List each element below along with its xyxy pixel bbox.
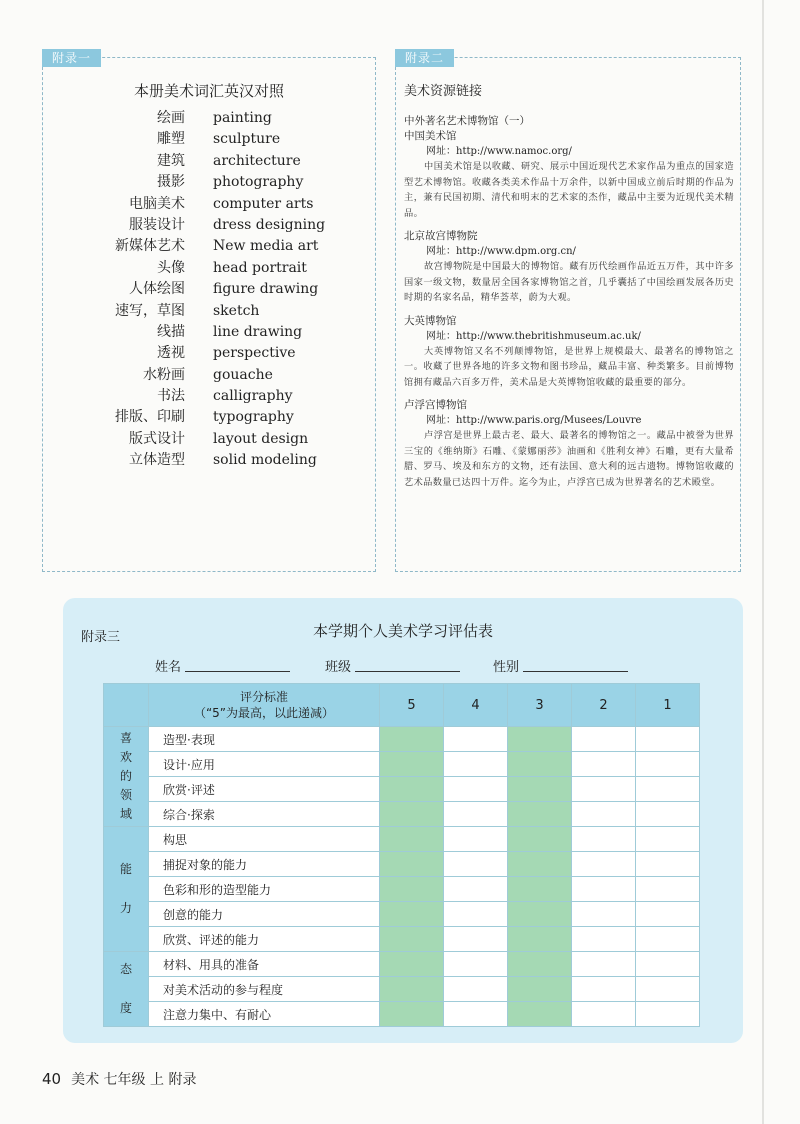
museum-name: 北京故宫博物院 bbox=[404, 230, 478, 242]
vocab-english: dress designing bbox=[213, 216, 326, 233]
museum-entry bbox=[404, 314, 734, 391]
score-cell[interactable] bbox=[508, 777, 572, 802]
category-char: 的 bbox=[119, 769, 132, 783]
table-row bbox=[104, 802, 700, 827]
page-footer bbox=[42, 1069, 196, 1089]
score-cell[interactable] bbox=[380, 727, 444, 752]
gender-field bbox=[493, 656, 628, 675]
category-char: 欢 bbox=[119, 750, 132, 764]
score-header: 3 bbox=[508, 684, 572, 727]
vocab-row bbox=[43, 151, 375, 172]
score-cell[interactable] bbox=[380, 927, 444, 952]
museum-description: 卢浮宫是世界上最古老、最大、最著名的博物馆之一。藏品中被誉为世界三宝的《维纳斯》石雕、《蒙娜丽莎》油画和《胜利女神》石雕，更有大量希腊、罗马、埃及和东方的文物，还有法国、意大利的远古遗物。博物馆收藏的艺术品数量已达四十万件。迄今为止，卢浮宫已成为世界著名的艺术殿堂。 bbox=[404, 430, 734, 488]
vocab-chinese: 版式设计 bbox=[129, 430, 185, 447]
vocab-list bbox=[43, 108, 375, 472]
score-cell[interactable] bbox=[508, 977, 572, 1002]
table-row bbox=[104, 727, 700, 752]
score-cell[interactable] bbox=[636, 752, 700, 777]
vocab-english: New media art bbox=[213, 238, 319, 255]
museum-description: 故宫博物院是中国最大的博物馆。藏有历代绘画作品近五万件，其中许多国家一级文物，数量居全国各家博物馆之首，几乎囊括了中国绘画发展各历史时期的名家名品，精华荟萃，蔚为大观。 bbox=[404, 261, 734, 303]
score-cell[interactable] bbox=[572, 877, 636, 902]
score-cell[interactable] bbox=[380, 777, 444, 802]
vocab-chinese: 雕塑 bbox=[157, 131, 185, 148]
score-cell[interactable] bbox=[572, 777, 636, 802]
score-cell[interactable] bbox=[444, 777, 508, 802]
vocab-english: architecture bbox=[213, 152, 301, 169]
vocab-english: sketch bbox=[213, 302, 260, 319]
score-cell[interactable] bbox=[508, 802, 572, 827]
criteria-header-line2: （“5”为最高，以此递减） bbox=[193, 706, 335, 720]
vocab-chinese: 头像 bbox=[157, 259, 185, 276]
museum-url[interactable]: 网址：http://www.dpm.org.cn/ bbox=[426, 246, 576, 257]
score-cell[interactable] bbox=[636, 852, 700, 877]
appendix2-tag: 附录二 bbox=[395, 49, 454, 67]
vocab-english: computer arts bbox=[213, 195, 314, 212]
vocab-english: gouache bbox=[213, 366, 273, 383]
score-cell[interactable] bbox=[444, 877, 508, 902]
vocab-chinese: 透视 bbox=[157, 345, 185, 362]
vocab-row bbox=[43, 429, 375, 450]
museum-entry bbox=[404, 129, 734, 221]
appendix3-tag: 附录三 bbox=[81, 630, 121, 645]
criterion-cell: 欣赏·评述 bbox=[149, 777, 380, 802]
score-cell[interactable] bbox=[508, 902, 572, 927]
score-cell[interactable] bbox=[508, 877, 572, 902]
vocab-row bbox=[43, 386, 375, 407]
appendix2-box bbox=[395, 51, 741, 572]
table-row bbox=[104, 852, 700, 877]
appendix3-title: 本学期个人美术学习评估表 bbox=[312, 622, 493, 640]
appendix1-box bbox=[42, 51, 376, 572]
score-cell[interactable] bbox=[636, 777, 700, 802]
museum-url[interactable]: 网址：http://www.paris.org/Musees/Louvre bbox=[426, 415, 642, 426]
name-label: 姓名 bbox=[155, 660, 182, 675]
score-header: 2 bbox=[572, 684, 636, 727]
score-cell[interactable] bbox=[380, 852, 444, 877]
score-cell[interactable] bbox=[636, 877, 700, 902]
criteria-header-line1: 评分标准 bbox=[239, 690, 288, 704]
museum-description: 大英博物馆又名不列颠博物馆，是世界上规模最大、最著名的博物馆之一。收藏了世界各地的许多文物和图书珍品，藏品丰富、种类繁多。目前博物馆拥有藏品六百多万件，美术品是大英博物馆收藏的最重要的部分。 bbox=[404, 345, 734, 388]
museum-url[interactable]: 网址：http://www.thebritishmuseum.ac.uk/ bbox=[426, 330, 641, 342]
score-header: 4 bbox=[444, 684, 508, 727]
score-cell[interactable] bbox=[636, 977, 700, 1002]
vocab-chinese: 排版、印刷 bbox=[115, 409, 185, 426]
vocab-row bbox=[43, 194, 375, 215]
corner-cell bbox=[104, 684, 149, 727]
score-cell[interactable] bbox=[444, 927, 508, 952]
appendix3-box bbox=[63, 598, 743, 1043]
vocab-english: figure drawing bbox=[213, 281, 319, 298]
criterion-cell: 材料、用具的准备 bbox=[149, 952, 380, 977]
table-row bbox=[104, 977, 700, 1002]
score-cell[interactable] bbox=[636, 952, 700, 977]
score-cell[interactable] bbox=[572, 802, 636, 827]
table-row bbox=[104, 777, 700, 802]
criterion-cell: 构思 bbox=[149, 827, 380, 852]
score-cell[interactable] bbox=[444, 752, 508, 777]
score-cell[interactable] bbox=[444, 802, 508, 827]
vocab-row bbox=[43, 301, 375, 322]
vocab-row bbox=[43, 407, 375, 428]
score-cell[interactable] bbox=[444, 727, 508, 752]
vocab-row bbox=[43, 343, 375, 364]
score-cell[interactable] bbox=[636, 827, 700, 852]
score-cell[interactable] bbox=[572, 852, 636, 877]
class-blank[interactable] bbox=[355, 659, 460, 672]
museum-url[interactable]: 网址：http://www.namoc.org/ bbox=[426, 146, 572, 157]
name-blank[interactable] bbox=[185, 659, 290, 672]
score-cell[interactable] bbox=[572, 752, 636, 777]
table-row bbox=[104, 877, 700, 902]
book-title: 美术 七年级 上 附录 bbox=[71, 1072, 197, 1088]
museum-list bbox=[404, 129, 734, 490]
score-cell[interactable] bbox=[380, 752, 444, 777]
score-cell[interactable] bbox=[380, 902, 444, 927]
vocab-row bbox=[43, 365, 375, 386]
vocab-row bbox=[43, 258, 375, 279]
criterion-cell: 欣赏、评述的能力 bbox=[149, 927, 380, 952]
score-cell[interactable] bbox=[572, 927, 636, 952]
vocab-chinese: 速写，草图 bbox=[115, 302, 185, 319]
category-cell bbox=[104, 952, 149, 1027]
criterion-cell: 创意的能力 bbox=[149, 902, 380, 927]
vocab-row bbox=[43, 172, 375, 193]
score-cell[interactable] bbox=[572, 977, 636, 1002]
score-cell[interactable] bbox=[572, 952, 636, 977]
score-cell[interactable] bbox=[444, 977, 508, 1002]
vocab-chinese: 服装设计 bbox=[129, 216, 185, 233]
score-cell[interactable] bbox=[636, 902, 700, 927]
vocab-english: photography bbox=[213, 174, 304, 191]
evaluation-table bbox=[103, 683, 700, 1027]
section-heading: 中外著名艺术博物馆（一） bbox=[404, 115, 530, 127]
score-cell[interactable] bbox=[508, 752, 572, 777]
museum-description: 中国美术馆是以收藏、研究、展示中国近现代艺术家作品为重点的国家造型艺术博物馆。收藏各类美术作品十万余件，以新中国成立前后时期的作品为主，兼有民国初期、清代和明末的艺术家的杰作，藏品中主要为近现代美术精品。 bbox=[404, 161, 734, 219]
score-cell[interactable] bbox=[444, 1002, 508, 1027]
museum-name: 卢浮宫博物馆 bbox=[404, 399, 467, 411]
score-cell[interactable] bbox=[444, 852, 508, 877]
criterion-cell: 色彩和形的造型能力 bbox=[149, 877, 380, 902]
museum-entry bbox=[404, 398, 734, 490]
score-cell[interactable] bbox=[636, 927, 700, 952]
gender-label: 性别 bbox=[493, 660, 520, 675]
vocab-chinese: 立体造型 bbox=[129, 452, 185, 469]
vocab-english: perspective bbox=[213, 345, 296, 362]
table-row bbox=[104, 927, 700, 952]
score-cell[interactable] bbox=[380, 827, 444, 852]
score-cell[interactable] bbox=[636, 802, 700, 827]
page-number: 40 bbox=[42, 1070, 62, 1088]
vocab-english: line drawing bbox=[213, 323, 303, 340]
score-cell[interactable] bbox=[572, 902, 636, 927]
score-cell[interactable] bbox=[508, 952, 572, 977]
vocab-chinese: 水粉画 bbox=[143, 366, 185, 383]
vocab-english: layout design bbox=[213, 430, 309, 447]
category-cell bbox=[104, 827, 149, 952]
vocab-english: solid modeling bbox=[213, 452, 317, 469]
table-row bbox=[104, 952, 700, 977]
vocab-row bbox=[43, 215, 375, 236]
vocab-row bbox=[43, 236, 375, 257]
score-header: 5 bbox=[380, 684, 444, 727]
vocab-english: calligraphy bbox=[213, 388, 293, 405]
vocab-chinese: 绘画 bbox=[157, 110, 185, 126]
score-cell[interactable] bbox=[380, 977, 444, 1002]
category-char: 域 bbox=[119, 807, 132, 821]
score-header: 1 bbox=[636, 684, 700, 727]
vocab-english: sculpture bbox=[213, 131, 281, 148]
museum-entry bbox=[404, 229, 734, 306]
vocab-english: typography bbox=[213, 409, 294, 426]
appendix2-title: 美术资源链接 bbox=[404, 84, 483, 99]
category-char: 力 bbox=[119, 901, 132, 915]
category-char: 喜 bbox=[119, 731, 132, 745]
score-cell[interactable] bbox=[572, 1002, 636, 1027]
vocab-english: head portrait bbox=[213, 259, 307, 276]
score-cell[interactable] bbox=[444, 952, 508, 977]
score-cell[interactable] bbox=[636, 727, 700, 752]
vocab-chinese: 电脑美术 bbox=[129, 195, 185, 212]
table-row bbox=[104, 752, 700, 777]
score-cell[interactable] bbox=[444, 827, 508, 852]
category-char: 度 bbox=[119, 1001, 132, 1015]
criterion-cell: 对美术活动的参与程度 bbox=[149, 977, 380, 1002]
vocab-chinese: 人体绘图 bbox=[129, 281, 185, 298]
vocab-row bbox=[43, 322, 375, 343]
vocab-row bbox=[43, 129, 375, 150]
score-cell[interactable] bbox=[508, 727, 572, 752]
score-cell[interactable] bbox=[508, 927, 572, 952]
score-cell[interactable] bbox=[380, 1002, 444, 1027]
criterion-cell: 综合·探索 bbox=[149, 802, 380, 827]
score-cell[interactable] bbox=[508, 852, 572, 877]
criteria-header bbox=[149, 684, 380, 727]
vocab-english: painting bbox=[213, 110, 272, 126]
score-cell[interactable] bbox=[572, 727, 636, 752]
category-char: 态 bbox=[119, 962, 132, 976]
name-field bbox=[155, 656, 290, 675]
museum-name: 中国美术馆 bbox=[404, 130, 457, 142]
score-cell[interactable] bbox=[636, 1002, 700, 1027]
score-cell[interactable] bbox=[572, 827, 636, 852]
class-field bbox=[325, 656, 460, 675]
table-row bbox=[104, 902, 700, 927]
score-cell[interactable] bbox=[380, 802, 444, 827]
class-label: 班级 bbox=[325, 660, 352, 675]
appendix1-tag: 附录一 bbox=[42, 49, 101, 67]
category-cell bbox=[104, 727, 149, 827]
criterion-cell: 设计·应用 bbox=[149, 752, 380, 777]
score-cell[interactable] bbox=[380, 952, 444, 977]
vocab-chinese: 摄影 bbox=[157, 174, 185, 191]
appendix1-title: 本册美术词汇英汉对照 bbox=[133, 82, 284, 100]
museum-name: 大英博物馆 bbox=[404, 314, 457, 327]
gender-blank[interactable] bbox=[523, 659, 628, 672]
vocab-chinese: 书法 bbox=[157, 388, 185, 405]
category-char: 领 bbox=[119, 788, 132, 802]
table-row bbox=[104, 827, 700, 852]
score-cell[interactable] bbox=[444, 902, 508, 927]
score-cell[interactable] bbox=[508, 827, 572, 852]
criterion-cell: 注意力集中、有耐心 bbox=[149, 1002, 380, 1027]
vocab-row bbox=[43, 450, 375, 471]
category-char: 能 bbox=[119, 862, 132, 876]
criterion-cell: 捕捉对象的能力 bbox=[149, 852, 380, 877]
table-row bbox=[104, 1002, 700, 1027]
score-cell[interactable] bbox=[380, 877, 444, 902]
vocab-chinese: 建筑 bbox=[157, 152, 185, 169]
page-edge bbox=[762, 0, 764, 1124]
vocab-row bbox=[43, 108, 375, 129]
vocab-chinese: 新媒体艺术 bbox=[115, 238, 185, 255]
vocab-row bbox=[43, 279, 375, 300]
criterion-cell: 造型·表现 bbox=[149, 727, 380, 752]
vocab-chinese: 线描 bbox=[157, 323, 185, 340]
resource-list bbox=[404, 108, 734, 498]
score-cell[interactable] bbox=[508, 1002, 572, 1027]
